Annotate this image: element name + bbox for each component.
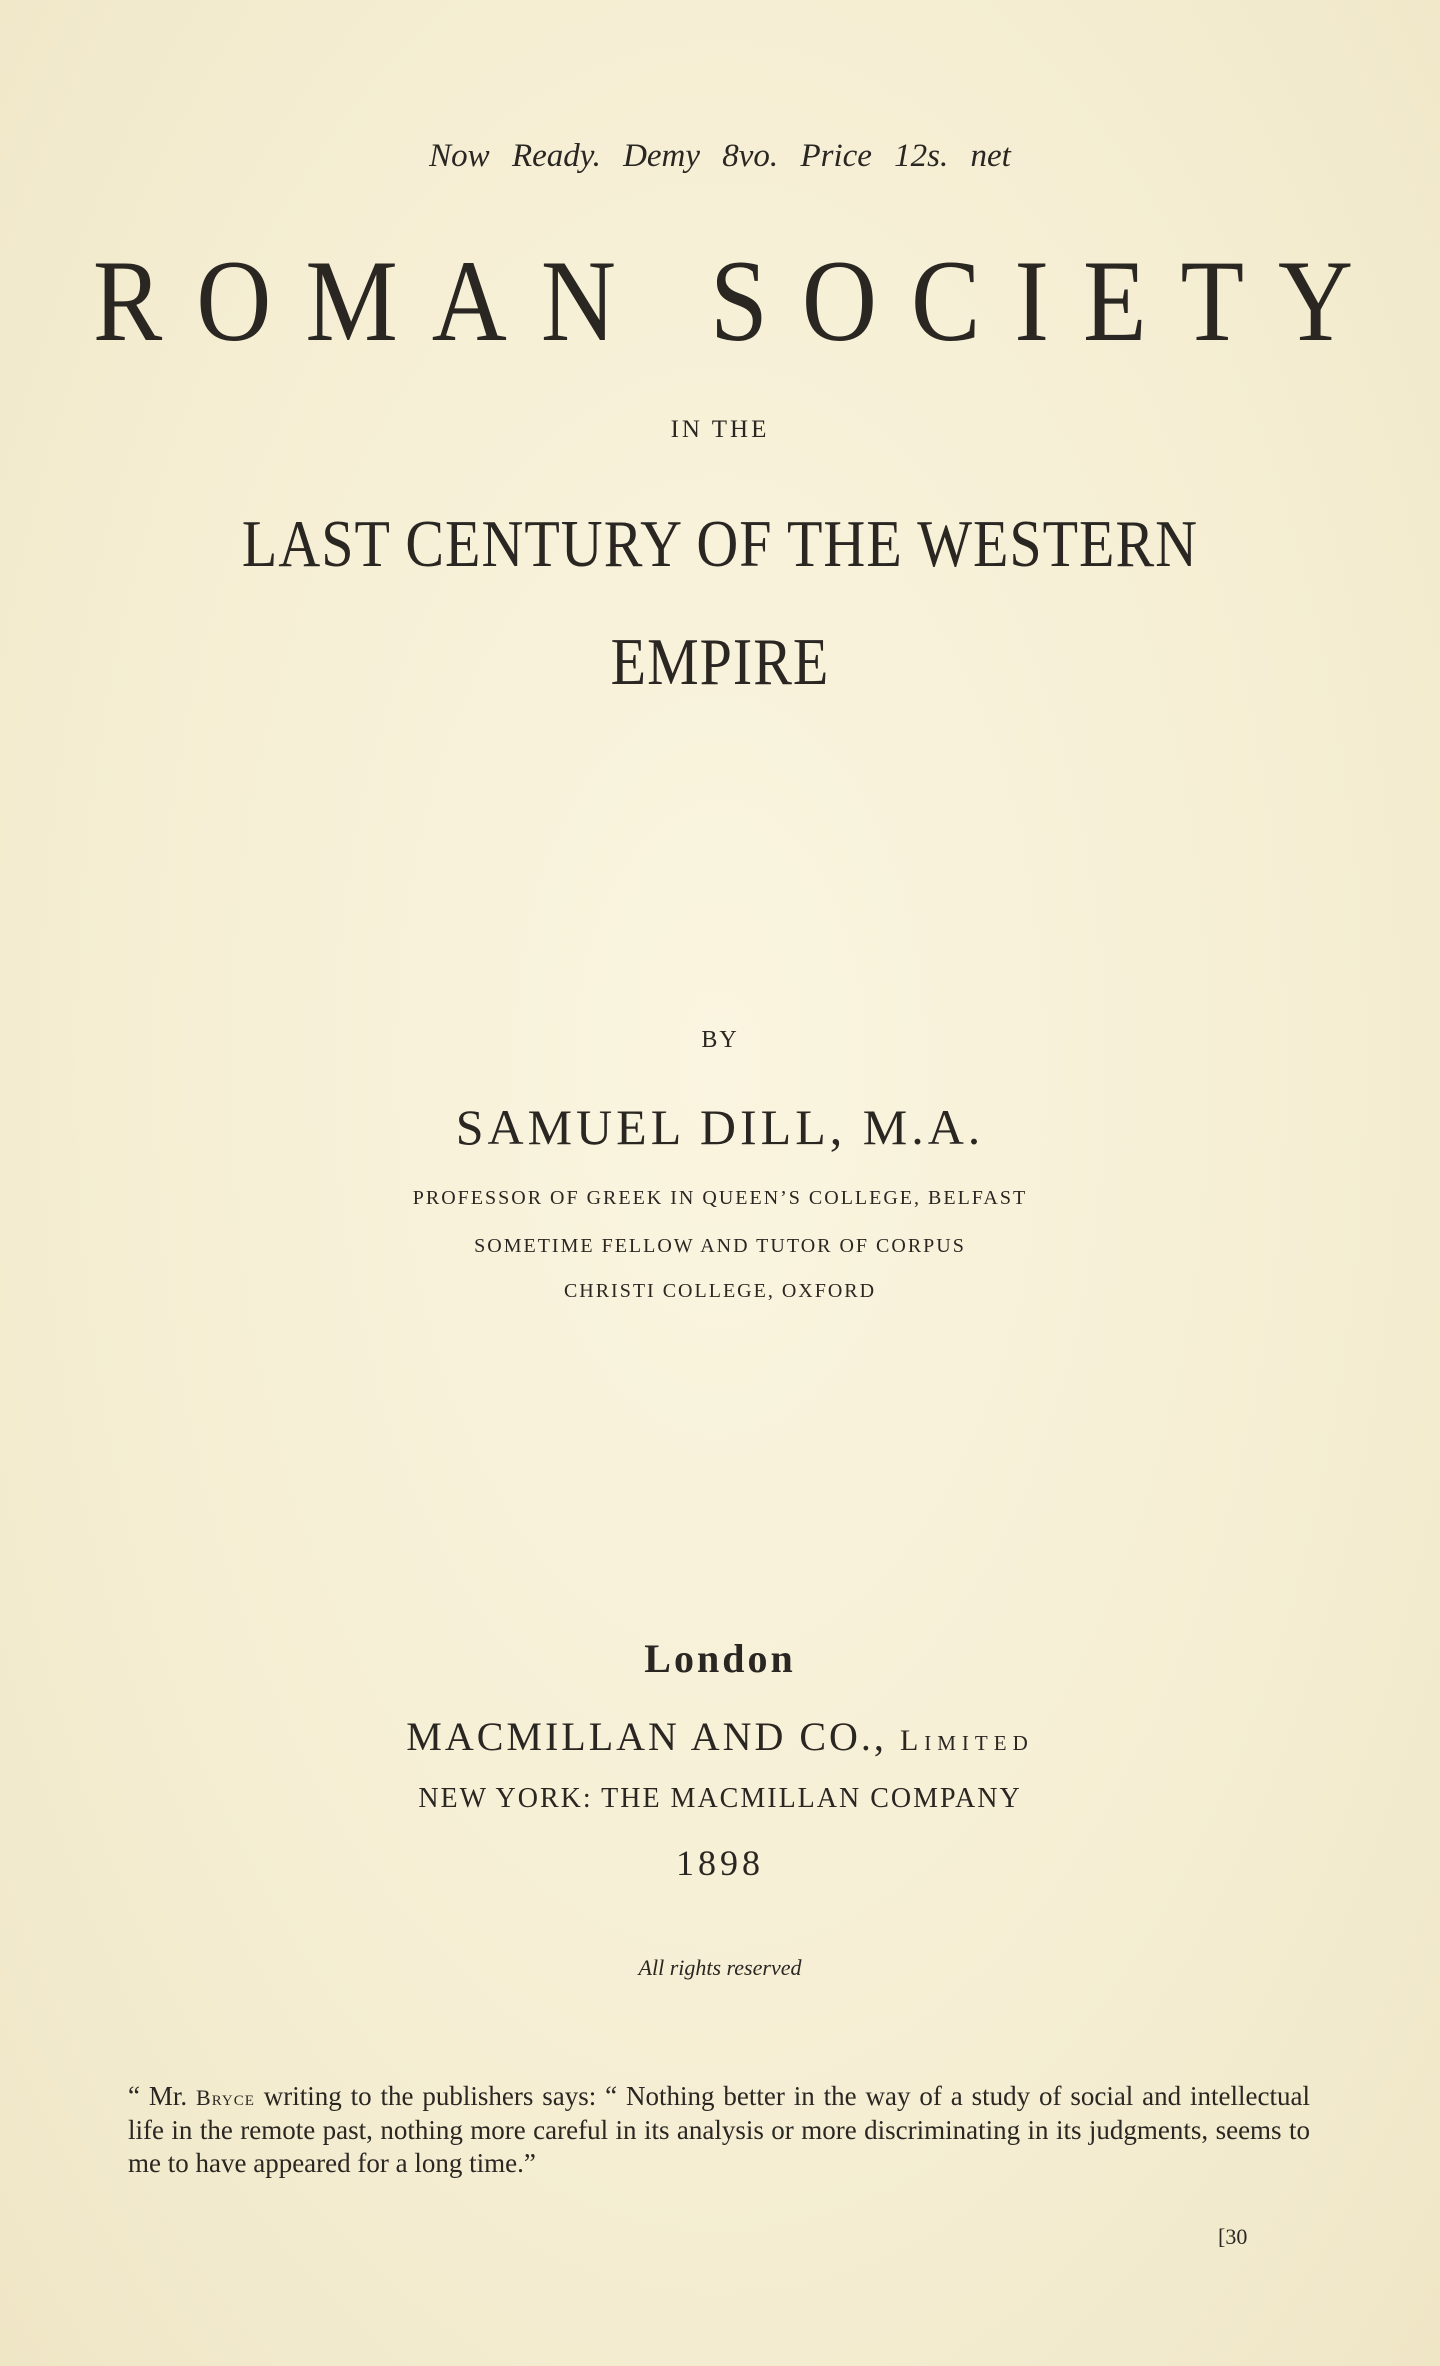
imprint-city: London	[644, 1636, 796, 1681]
subtitle-line-2: EMPIRE	[610, 624, 830, 699]
quote-open: “ Mr.	[128, 2081, 197, 2111]
quote-text: writing to the publishers says: “ Nothing better in the way of a study of social and intellectual life in the remote past, nothing more careful in its analysis or more discriminating in its judgments, seems to me to have appeared for a long time.”	[128, 2081, 1310, 2178]
subtitle-line-1: LAST CENTURY OF THE WESTERN	[241, 506, 1199, 581]
quote-author: Bryce	[196, 2085, 255, 2110]
price: Price 12s. net	[800, 138, 1011, 174]
publisher-main: MACMILLAN AND CO.,	[406, 1714, 887, 1759]
publisher-name	[0, 1713, 1440, 1760]
title-connector: IN THE	[670, 416, 770, 443]
rights-notice: All rights reserved	[638, 1955, 802, 1980]
review-quote	[128, 2080, 1310, 2180]
advert-line	[0, 138, 1440, 175]
format: Demy 8vo.	[623, 138, 779, 174]
signature-mark: [30	[1218, 2224, 1248, 2249]
new-york-imprint: NEW YORK: THE MACMILLAN COMPANY	[418, 1783, 1022, 1814]
author-credential: CHRISTI COLLEGE, OXFORD	[563, 1280, 877, 1302]
author-credential: PROFESSOR OF GREEK IN QUEEN’S COLLEGE, BELFAST	[412, 1187, 1028, 1209]
book-title: ROMAN SOCIETY	[92, 237, 1388, 366]
author-name: SAMUEL DILL, M.A.	[455, 1099, 985, 1155]
publisher-suffix: Limited	[899, 1724, 1034, 1757]
by-label: BY	[701, 1027, 739, 1053]
publication-year: 1898	[676, 1843, 764, 1883]
now-ready: Now Ready.	[429, 138, 601, 174]
author-credential: SOMETIME FELLOW AND TUTOR OF CORPUS	[474, 1235, 966, 1257]
